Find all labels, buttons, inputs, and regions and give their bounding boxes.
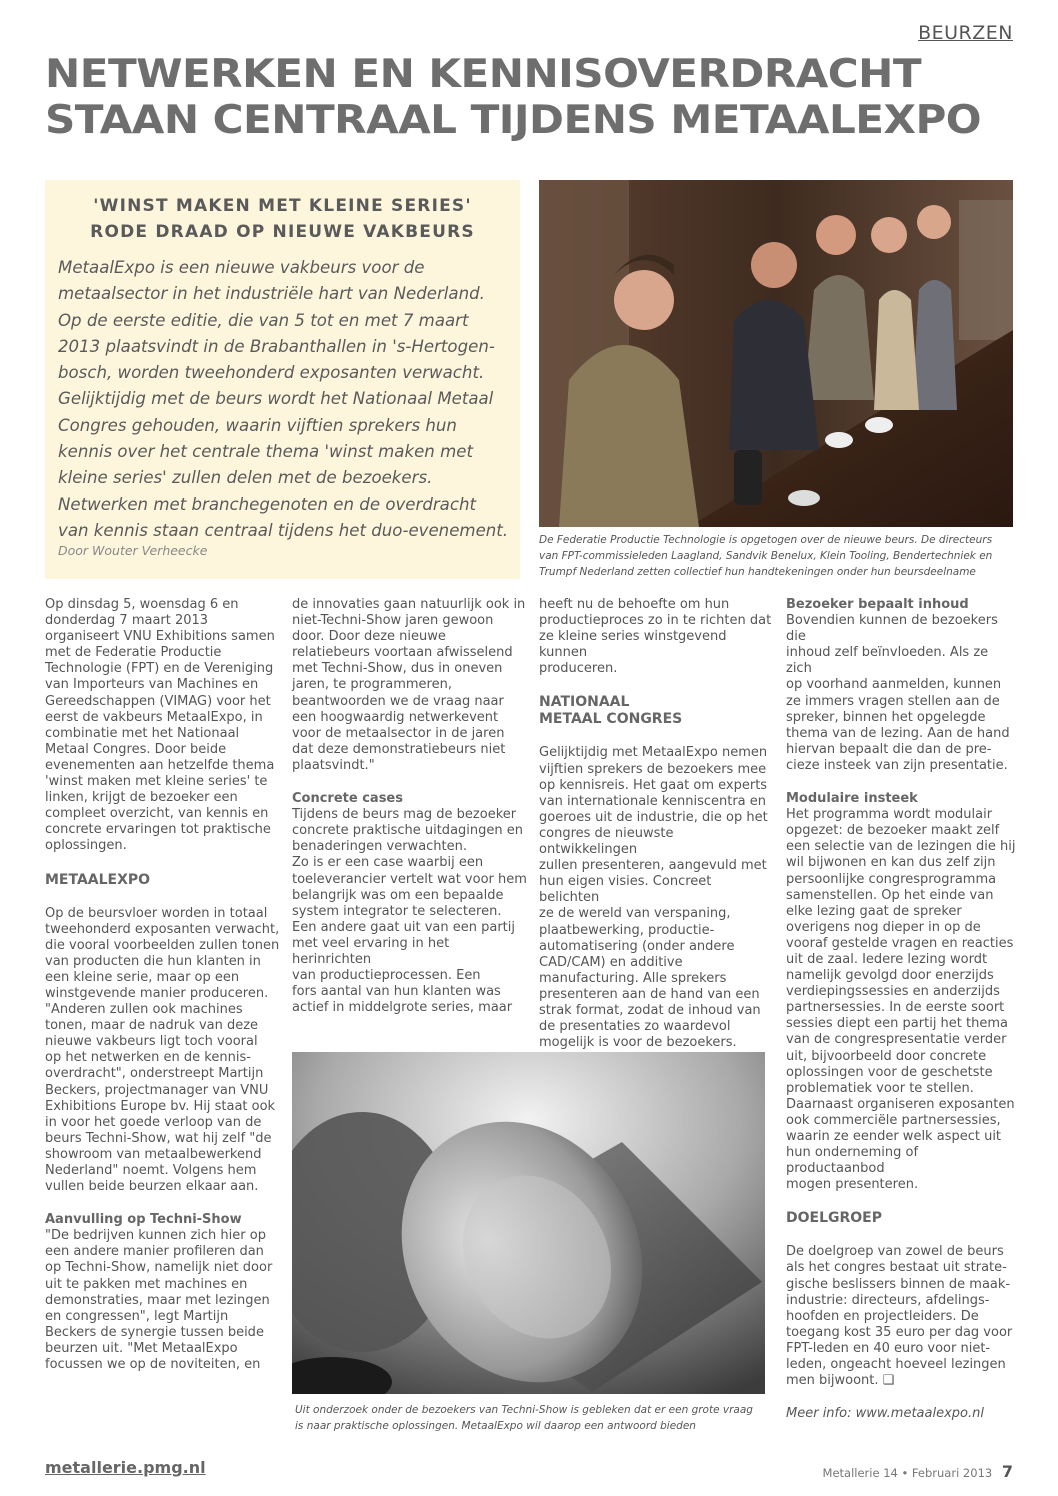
intro-line: Congres gehouden, waarin vijftien sprekers hun [58,415,457,435]
line: system integrator te selecteren. [292,903,502,919]
line: beantwoorden we de vraag naar [292,693,504,709]
line: relatiebeurs voortaan afwisselend [292,645,513,661]
subheading-modulaire-insteek: Modulaire insteek [786,791,918,807]
photo-bottom-caption [295,1402,775,1434]
photo-people-signing-illustration [539,180,1013,527]
intro-text [58,255,513,544]
line: die vooral voorbeelden zullen tonen [45,937,280,953]
intro-box [45,180,520,579]
paragraph [45,906,280,1196]
line: opgezet: de bezoeker maakt zelf [786,823,1000,839]
line: met veel ervaring in het herinrichten [292,935,450,967]
paragraph [539,745,774,1051]
line: toeleverancier vertelt wat voor hem [292,871,527,887]
line: waarin ze eender welk aspect uit [786,1129,1002,1144]
intro-line: Gelijktijdig met de beurs wordt het Nationaal Metaal [58,389,494,409]
intro-line: Op de eerste editie, die van 5 tot en met 7 maart [58,310,469,330]
line: "Anderen zullen ook machines [45,1002,243,1018]
intro-line: kennis over het centrale thema 'winst maken met [58,442,473,462]
line: actief in middelgrote series, maar [292,1000,513,1016]
line: "De bedrijven kunnen zich hier op [45,1228,266,1244]
subheading-aanvulling: Aanvulling op Techni-Show [45,1212,242,1228]
issue-label: Metallerie 14 • Februari 2013 [822,1466,993,1480]
caption-line: van FPT-commissieleden Laagland, Sandvik Benelux, Klein Tooling, Bendertechniek en [539,550,993,562]
footer-site-link[interactable]: metallerie.pmg.nl [45,1458,206,1477]
line: oplossingen. [45,838,127,854]
line: automatisering (onder andere [539,938,735,954]
caption-line: is naar praktische oplossingen. MetaalExpo wil daarop een antwoord bieden [295,1420,696,1432]
intro-title-line: RODE DRAAD OP NIEUWE VAKBEURS [90,222,475,242]
line: met de Federatie Productie [45,645,222,661]
heading-line: METAAL CONGRES [539,711,683,728]
line: Metaal Congres. Door beide [45,741,227,757]
line: hun onderneming of productaanbod [786,1145,919,1177]
line: Gelijktijdig met MetaalExpo nemen [539,745,768,761]
line: op kennisreis. Het gaat om experts [539,777,768,793]
caption-line: Uit onderzoek onder de bezoekers van Techni-Show is gebleken dat er een grote vraag [295,1404,753,1416]
section-heading-metaalexpo: METAALEXPO [45,871,151,888]
line: vullen beide beurzen elkaar aan. [45,1179,259,1195]
line: jaren, te programmeren, [292,677,452,693]
line: ook commerciële partnersessies, [786,1112,1001,1128]
line: uit de zaal. Iedere lezing wordt [786,951,988,967]
line: een hoogwaardig netwerkevent [292,709,499,725]
intro-line: van kennis staan centraal tijdens het duo-evenement. [58,520,509,540]
column-4 [786,597,1016,1422]
line: organiseert VNU Exhibitions samen [45,629,275,645]
line: Een andere gaat uit van een partij [292,919,516,935]
line: Daarnaast organiseren exposanten [786,1096,1015,1112]
line: combinatie met het Nationaal [45,725,240,741]
column-2 [292,597,527,1016]
line: als het congres bestaat uit strate- [786,1260,1007,1276]
line: mogen presenteren. [786,1177,919,1193]
line: Op de beursvloer worden in totaal [45,905,268,921]
line: op Techni-Show, namelijk niet door [45,1260,273,1276]
line: strak format, zodat de inhoud van [539,1002,761,1018]
paragraph [292,807,527,1016]
line: compleet overzicht, van kennis en [45,806,269,822]
line: Bovendien kunnen de bezoekers die [786,613,998,645]
line: concrete ervaringen tot praktische [45,822,271,838]
line: uit te pakken met machines en [45,1276,248,1292]
line: ze de wereld van verspaning, [539,906,731,922]
line: De doelgroep van zowel de beurs [786,1244,1004,1260]
intro-title-line: 'WINST MAKEN MET KLEINE SERIES' [93,196,472,216]
intro-title [45,193,520,245]
line: 'winst maken met kleine series' te [45,774,268,790]
line: cieze insteek van zijn presentatie. [786,757,1008,773]
line: gische beslissers binnen de maak- [786,1276,1011,1292]
line: congres de nieuwste ontwikkelingen [539,825,674,858]
line: een selectie van de lezingen die hij [786,839,1016,855]
paragraph [786,613,1016,774]
line: verdiepingssessies en anderzijds [786,984,1000,1000]
line: eerst de vakbeurs MetaalExpo, in [45,709,263,725]
line: vooraf gestelde vragen en reacties [786,935,1014,951]
paragraph [539,597,774,677]
line: ze immers vragen stellen aan de [786,693,1000,709]
heading-line: NATIONAAL [539,694,630,711]
caption-line: Trumpf Nederland zetten collectief hun handtekeningen onder hun beursdeelname [539,566,976,578]
line: van Importeurs van Machines en [45,677,259,693]
line: Tijdens de beurs mag de bezoeker [292,807,517,823]
line: evenementen aan hetzelfde thema [45,757,275,773]
line: thema van de lezing. Aan de hand [786,725,1010,741]
paragraph [45,1228,280,1373]
line: FPT-leden en 40 euro voor niet- [786,1340,991,1356]
line: samenstellen. Op het einde van [786,887,994,903]
line: tonen, maar de nadruk van deze [45,1018,259,1034]
line: spreker, binnen het opgelegde [786,709,986,725]
paragraph [45,597,280,855]
line: presenteren aan de hand van een [539,986,760,1002]
line: beurzen uit. "Met MetaalExpo [45,1340,238,1356]
section-label: BEURZEN [918,22,1013,44]
line: van internationale kenniscentra en [539,793,766,809]
photo-metal-briquettes-illustration [292,1052,765,1394]
intro-line: MetaalExpo is een nieuwe vakbeurs voor de [58,258,425,277]
headline-line: NETWERKEN EN KENNISOVERDRACHT [45,52,922,97]
line: leden, ongeacht hoeveel lezingen [786,1357,1006,1373]
intro-line: Netwerken met branchegenoten en de overdracht [58,494,476,514]
more-info-link[interactable]: Meer info: www.metaalexpo.nl [786,1406,984,1422]
line: persoonlijke congresprogramma [786,871,997,887]
footer-issue [823,1462,1013,1481]
photo-metal-briquettes [292,1052,765,1394]
line: dat deze demonstratiebeurs niet [292,741,506,757]
line: beurs Techni-Show, wat hij zelf "de [45,1130,272,1146]
line: Zo is er een case waarbij een [292,855,484,871]
line: nieuwe vakbeurs ligt toch vooral [45,1034,258,1050]
line: voor de metaalsector in de jaren [292,725,505,741]
line: goeroes uit de industrie, die op het [539,809,768,825]
subheading-bezoeker-bepaalt-inhoud: Bezoeker bepaalt inhoud [786,597,969,612]
line: oplossingen voor de geschetste [786,1064,993,1080]
column-3 [539,597,774,1051]
intro-line: 2013 plaatsvindt in de Brabanthallen in 's-Hertogen- [58,336,495,356]
line: Beckers de synergie tussen beide [45,1324,264,1340]
line: toegang kost 35 euro per dag voor [786,1324,1013,1340]
intro-line: kleine series' zullen delen met de bezoekers. [58,468,433,488]
caption-line: De Federatie Productie Technologie is opgetogen over de nieuwe beurs. De directeurs [539,534,993,546]
line: industrie: directeurs, afdelings- [786,1292,990,1308]
line: Nederland" noemt. Volgens hem [45,1163,257,1178]
headline [45,52,1058,144]
line: problematiek voor te stellen. [786,1080,974,1096]
line: sessies diept een partij het thema [786,1016,1008,1032]
line: tweehonderd exposanten verwacht, [45,921,280,937]
line: overigens nog dieper in op de [786,919,981,935]
line: plaatsvindt." [292,757,375,773]
line: op voorhand aanmelden, kunnen [786,677,1002,693]
line: Technologie (FPT) en de Vereniging [45,661,274,677]
line: van de congrespresentatie verder [786,1032,1007,1048]
line: vijftien sprekers de bezoekers mee [539,761,767,777]
line: de innovaties gaan natuurlijk ook in [292,597,526,612]
page-number: 7 [1001,1462,1013,1481]
line: door. Door deze nieuwe [292,629,446,645]
line: productieproces zo in te richten dat [539,613,772,629]
subheading-concrete-cases: Concrete cases [292,791,403,807]
line: heeft nu de behoefte om hun [539,597,730,612]
line: donderdag 7 maart 2013 [45,613,209,629]
line: Gereedschappen (VIMAG) voor het [45,693,271,709]
intro-line: bosch, worden tweehonderd exposanten verwacht. [58,363,485,383]
line: hun eigen visies. Concreet belichten [539,874,712,906]
column-1 [45,597,280,1373]
section-heading-doelgroep: DOELGROEP [786,1210,883,1227]
line: ze kleine series winstgevend kunnen [539,629,727,661]
line: partnersessies. In de eerste soort [786,1000,1005,1016]
paragraph [292,597,527,774]
line: mogelijk is voor de bezoekers. [539,1035,737,1051]
line: van producten die hun klanten in [45,953,261,969]
line: Exhibitions Europe bv. Hij staat ook [45,1098,276,1114]
line: produceren. [539,661,618,677]
line: een andere manier profileren dan [45,1244,264,1260]
line: winstgevende manier produceren. [45,985,269,1001]
line: met Techni-Show, dus in oneven [292,661,503,677]
line: inhoud zelf beïnvloeden. Als ze zich [786,645,989,677]
line: overdracht", onderstreept Martijn [45,1066,264,1082]
line: CAD/CAM) en additive [539,954,683,970]
line: plaatbewerking, productie- [539,922,715,938]
line: in voor het goede verloop van de [45,1114,262,1130]
line: namelijk gevolgd door enerzijds [786,968,994,984]
line: demonstraties, maar met lezingen [45,1292,270,1308]
photo-people-signing [539,180,1013,527]
line: men bijwoont. ❑ [786,1373,895,1389]
line: manufacturing. Alle sprekers [539,970,727,986]
line: Op dinsdag 5, woensdag 6 en [45,597,239,612]
line: niet-Techni-Show jaren gewoon [292,613,494,629]
line: benaderingen verwachten. [292,839,468,855]
line: belangrijk was om een bepaalde [292,887,504,903]
intro-line: metaalsector in het industriële hart van Nederland. [58,284,485,304]
line: en congressen", legt Martijn [45,1308,229,1324]
line: elke lezing gaat de spreker [786,903,962,919]
line: van productieprocessen. Een [292,968,481,984]
line: uit, bijvoorbeeld door concrete [786,1048,987,1064]
line: op het netwerken en de kennis- [45,1050,251,1066]
line: een kleine serie, maar op een [45,969,240,985]
line: focussen we op de noviteiten, en [45,1357,261,1373]
line: zullen presenteren, aangevuld met [539,858,767,874]
line: showroom van metaalbewerkend [45,1146,262,1162]
headline-line: STAAN CENTRAAL TIJDENS METAALEXPO [45,98,982,143]
section-heading-nationaal-metaal-congres [539,694,774,728]
line: linken, krijgt de bezoeker een [45,790,238,806]
line: hiervan bepaalt die dan de pre- [786,741,992,757]
paragraph [786,1244,1016,1389]
line: hoofden en projectleiders. De [786,1308,979,1324]
line: de presentaties zo waardevol [539,1019,731,1035]
paragraph [786,807,1016,1193]
line: Het programma wordt modulair [786,807,993,823]
photo-top-caption [539,532,1013,580]
line: concrete praktische uitdagingen en [292,823,523,839]
line: Beckers, projectmanager van VNU [45,1082,269,1098]
byline: Door Wouter Verheecke [58,543,208,558]
line: wil bijwonen en kan dus zelf zijn [786,855,996,871]
line: fors aantal van hun klanten was [292,984,501,1000]
